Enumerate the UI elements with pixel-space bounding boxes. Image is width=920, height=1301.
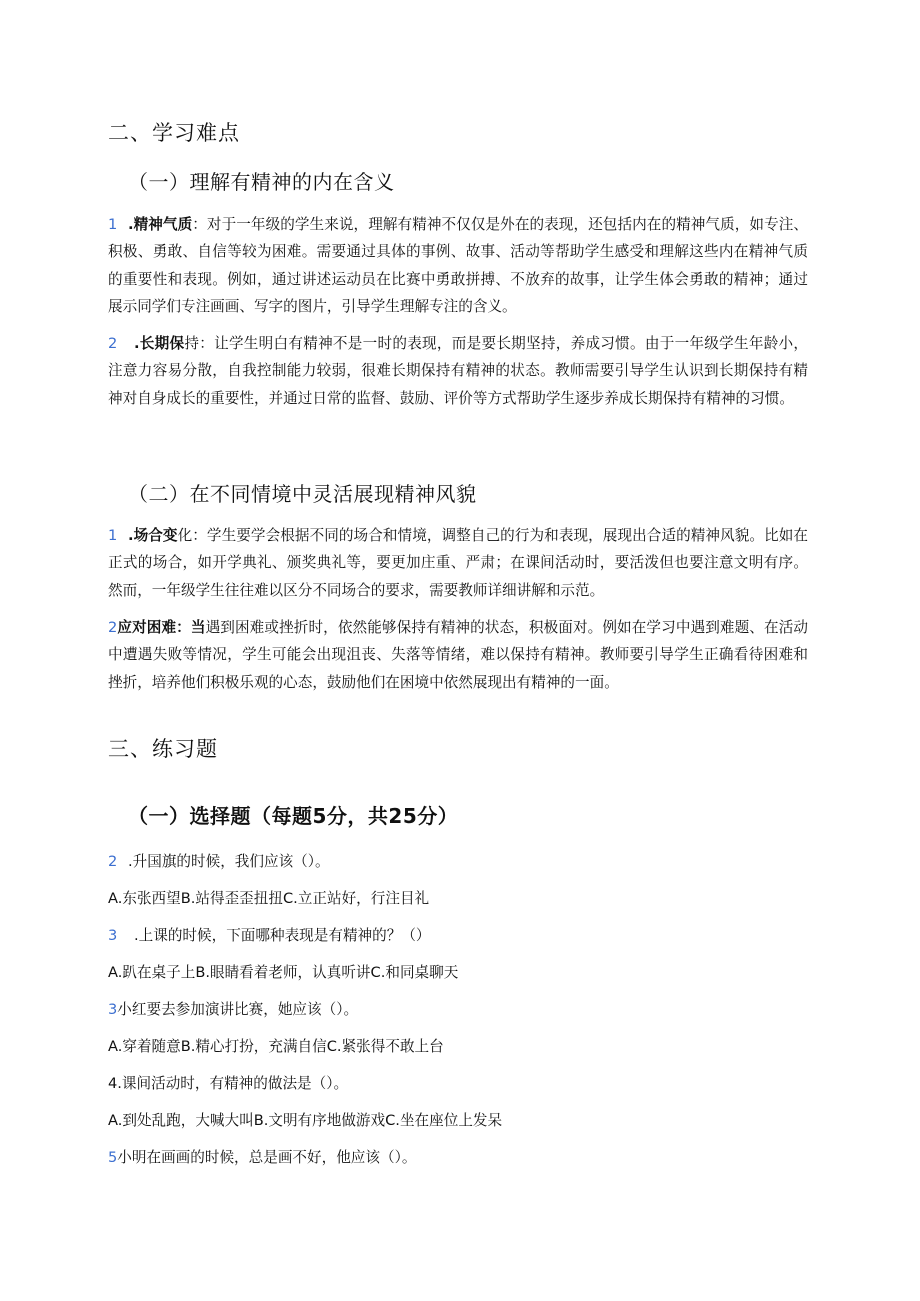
paragraph-facing-difficulties [108,614,808,696]
item-text: 化：学生要学会根据不同的场合和情境，调整自己的行为和表现，展现出合适的精神风貌。比如在正式的场合，如开学典礼、颁奖典礼等，要更加庄重、严肃；在课间活动时，要活泼但也要注意文明有序。然而，一年级学生往往难以区分不同场合的要求，需要教师详细讲解和示范。 [108,527,808,599]
question-number: 3 [108,927,118,944]
item-number: 1 [108,216,118,233]
item-text: 遇到困难或挫折时，依然能够保持有精神的状态，积极面对。例如在学习中遇到难题、在活动中遭遇失败等情况，学生可能会出现沮丧、失落等情绪，难以保持有精神。教师要引导学生正确看待困难和挫折，培养他们积极乐观的心态，鼓励他们在困境中依然展现出有精神的一面。 [108,619,808,691]
item-term: .长期保 [134,335,185,352]
item-text: 持：让学生明白有精神不是一时的表现，而是要长期坚持，养成习惯。由于一年级学生年龄小，注意力容易分散，自我控制能力较弱，很难长期保持有精神的状态。教师需要引导学生认识到长期保持有精神对自身成长的重要性，并通过日常的监督、鼓励、评价等方式帮助学生逐步养成长期保持有精神的习惯。 [108,335,808,407]
question-5 [108,1146,416,1167]
paragraph-long-term-keeping [108,330,808,412]
question-number: 3 [108,1001,118,1018]
question-3-options: A.穿着随意B.精心打扮，充满自信C.紧张得不敢上台 [108,1038,444,1055]
item-text: ：对于一年级的学生来说，理解有精神不仅仅是外在的表现，还包括内在的精神气质，如专注、积极、勇敢、自信等较为困难。需要通过具体的事例、故事、活动等帮助学生感受和理解这些内在精神气质的重要性和表现。例如，通过讲述运动员在比赛中勇敢拼搏、不放弃的故事，让学生体会勇敢的精神；通过展示同学们专注画画、写字的图片，引导学生理解专注的含义。 [108,216,808,316]
section-heading-difficulties: 二、学习难点 [108,121,240,145]
question-4: 4.课间活动时，有精神的做法是（）。 [108,1075,349,1092]
item-number: 2 [108,335,118,352]
item-number: 2 [108,619,118,636]
question-number: 2 [108,853,118,870]
item-number: 1 [108,527,118,544]
question-1 [108,850,330,871]
question-text: 小明在画画的时候，总是画不好，他应该（）。 [117,1149,417,1166]
paragraph-occasion-change [108,522,808,604]
question-text: 小红要去参加演讲比赛，她应该（）。 [117,1001,359,1018]
question-2-options: A.趴在桌子上B.眼睛看着老师，认真听讲C.和同桌聊天 [108,964,459,981]
question-2 [108,924,431,945]
subsection-heading-multiple-choice: （一）选择题（每题5分，共25分） [128,804,459,828]
question-number: 5 [108,1149,118,1166]
section-heading-exercises: 三、练习题 [108,737,218,761]
question-text: .升国旗的时候，我们应该（）。 [128,853,330,870]
question-3 [108,998,358,1019]
question-1-options: A.东张西望B.站得歪歪扭扭C.立正站好，行注目礼 [108,890,430,907]
item-term: .场合变 [128,527,178,544]
item-term: 应对困难：当 [117,619,206,636]
paragraph-spiritual-temperament [108,211,808,321]
question-text: .上课的时候，下面哪种表现是有精神的？（） [134,927,431,944]
item-term: .精神气质 [128,216,193,233]
subsection-heading-inner-meaning: （一）理解有精神的内在含义 [128,170,395,194]
question-4-options: A.到处乱跑，大喊大叫B.文明有序地做游戏C.坐在座位上发呆 [108,1112,503,1129]
subsection-heading-situations: （二）在不同情境中灵活展现精神风貌 [128,482,477,506]
